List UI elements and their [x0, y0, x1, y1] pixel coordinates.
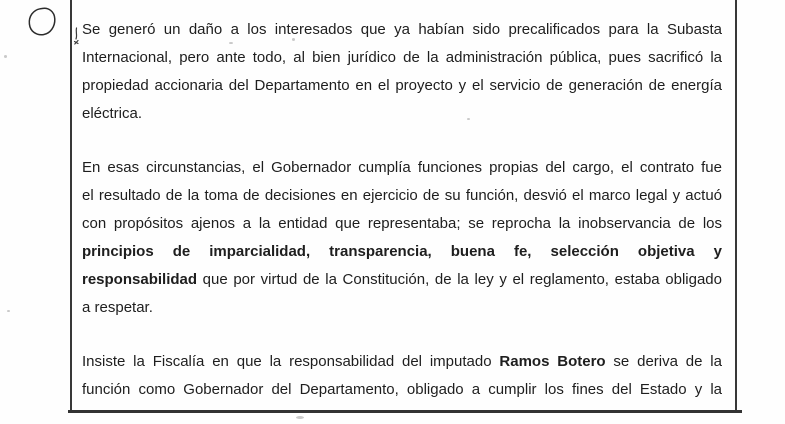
text-segment-bold: principios de imparcialidad, transparencia, buena fe, selección objetiva y — [82, 243, 722, 260]
text-segment: Internacional, pero ante todo, al bien jurídico de la administración pública, pues sacrificó la — [82, 49, 722, 66]
left-margin-line — [70, 0, 72, 412]
scan-speck — [7, 310, 10, 312]
text-line — [82, 210, 722, 238]
text-segment: propiedad accionaria del Departamento en el proyecto y el servicio de generación de energía — [82, 77, 722, 94]
text-line — [82, 238, 722, 266]
text-line — [82, 376, 722, 404]
text-line — [82, 182, 722, 210]
text-segment: función como Gobernador del Departamento, obligado a cumplir los fines del Estado y la — [82, 381, 722, 398]
handwritten-circle-annotation — [26, 6, 58, 39]
paragraph-1 — [82, 16, 722, 128]
pen-tick-mark — [73, 27, 80, 45]
paragraph-2 — [82, 154, 722, 322]
text-segment: Se generó un daño a los interesados que ya habían sido precalificados para la Subasta — [82, 21, 722, 38]
text-line — [82, 72, 722, 100]
text-line — [82, 44, 722, 72]
text-segment: En esas circunstancias, el Gobernador cumplía funciones propias del cargo, el contrato fue — [82, 159, 722, 176]
text-segment-bold: Ramos Botero — [499, 353, 606, 370]
text-segment: con propósitos ajenos a la entidad que representaba; se reprocha la inobservancia de los — [82, 215, 722, 232]
text-line — [82, 294, 722, 322]
text-line — [82, 100, 722, 128]
text-line — [82, 16, 722, 44]
document-text — [82, 0, 722, 424]
paragraph-3 — [82, 348, 722, 404]
text-line — [82, 348, 722, 376]
right-margin-line — [735, 0, 737, 413]
text-segment: Insiste la Fiscalía en que la responsabilidad del imputado — [82, 353, 500, 370]
text-line — [82, 266, 722, 294]
text-segment: a respetar. — [82, 299, 153, 316]
scan-speck — [4, 55, 7, 58]
text-segment: se deriva de la — [605, 353, 722, 370]
text-segment: eléctrica. — [82, 105, 143, 122]
text-segment-bold: responsabilidad — [82, 271, 198, 288]
text-line — [82, 154, 722, 182]
text-segment: el resultado de la toma de decisiones en ejercicio de su función, desvió el marco legal y actuó — [82, 187, 722, 204]
text-segment: que por virtud de la Constitución, de la ley y el reglamento, estaba obligado — [197, 271, 722, 288]
